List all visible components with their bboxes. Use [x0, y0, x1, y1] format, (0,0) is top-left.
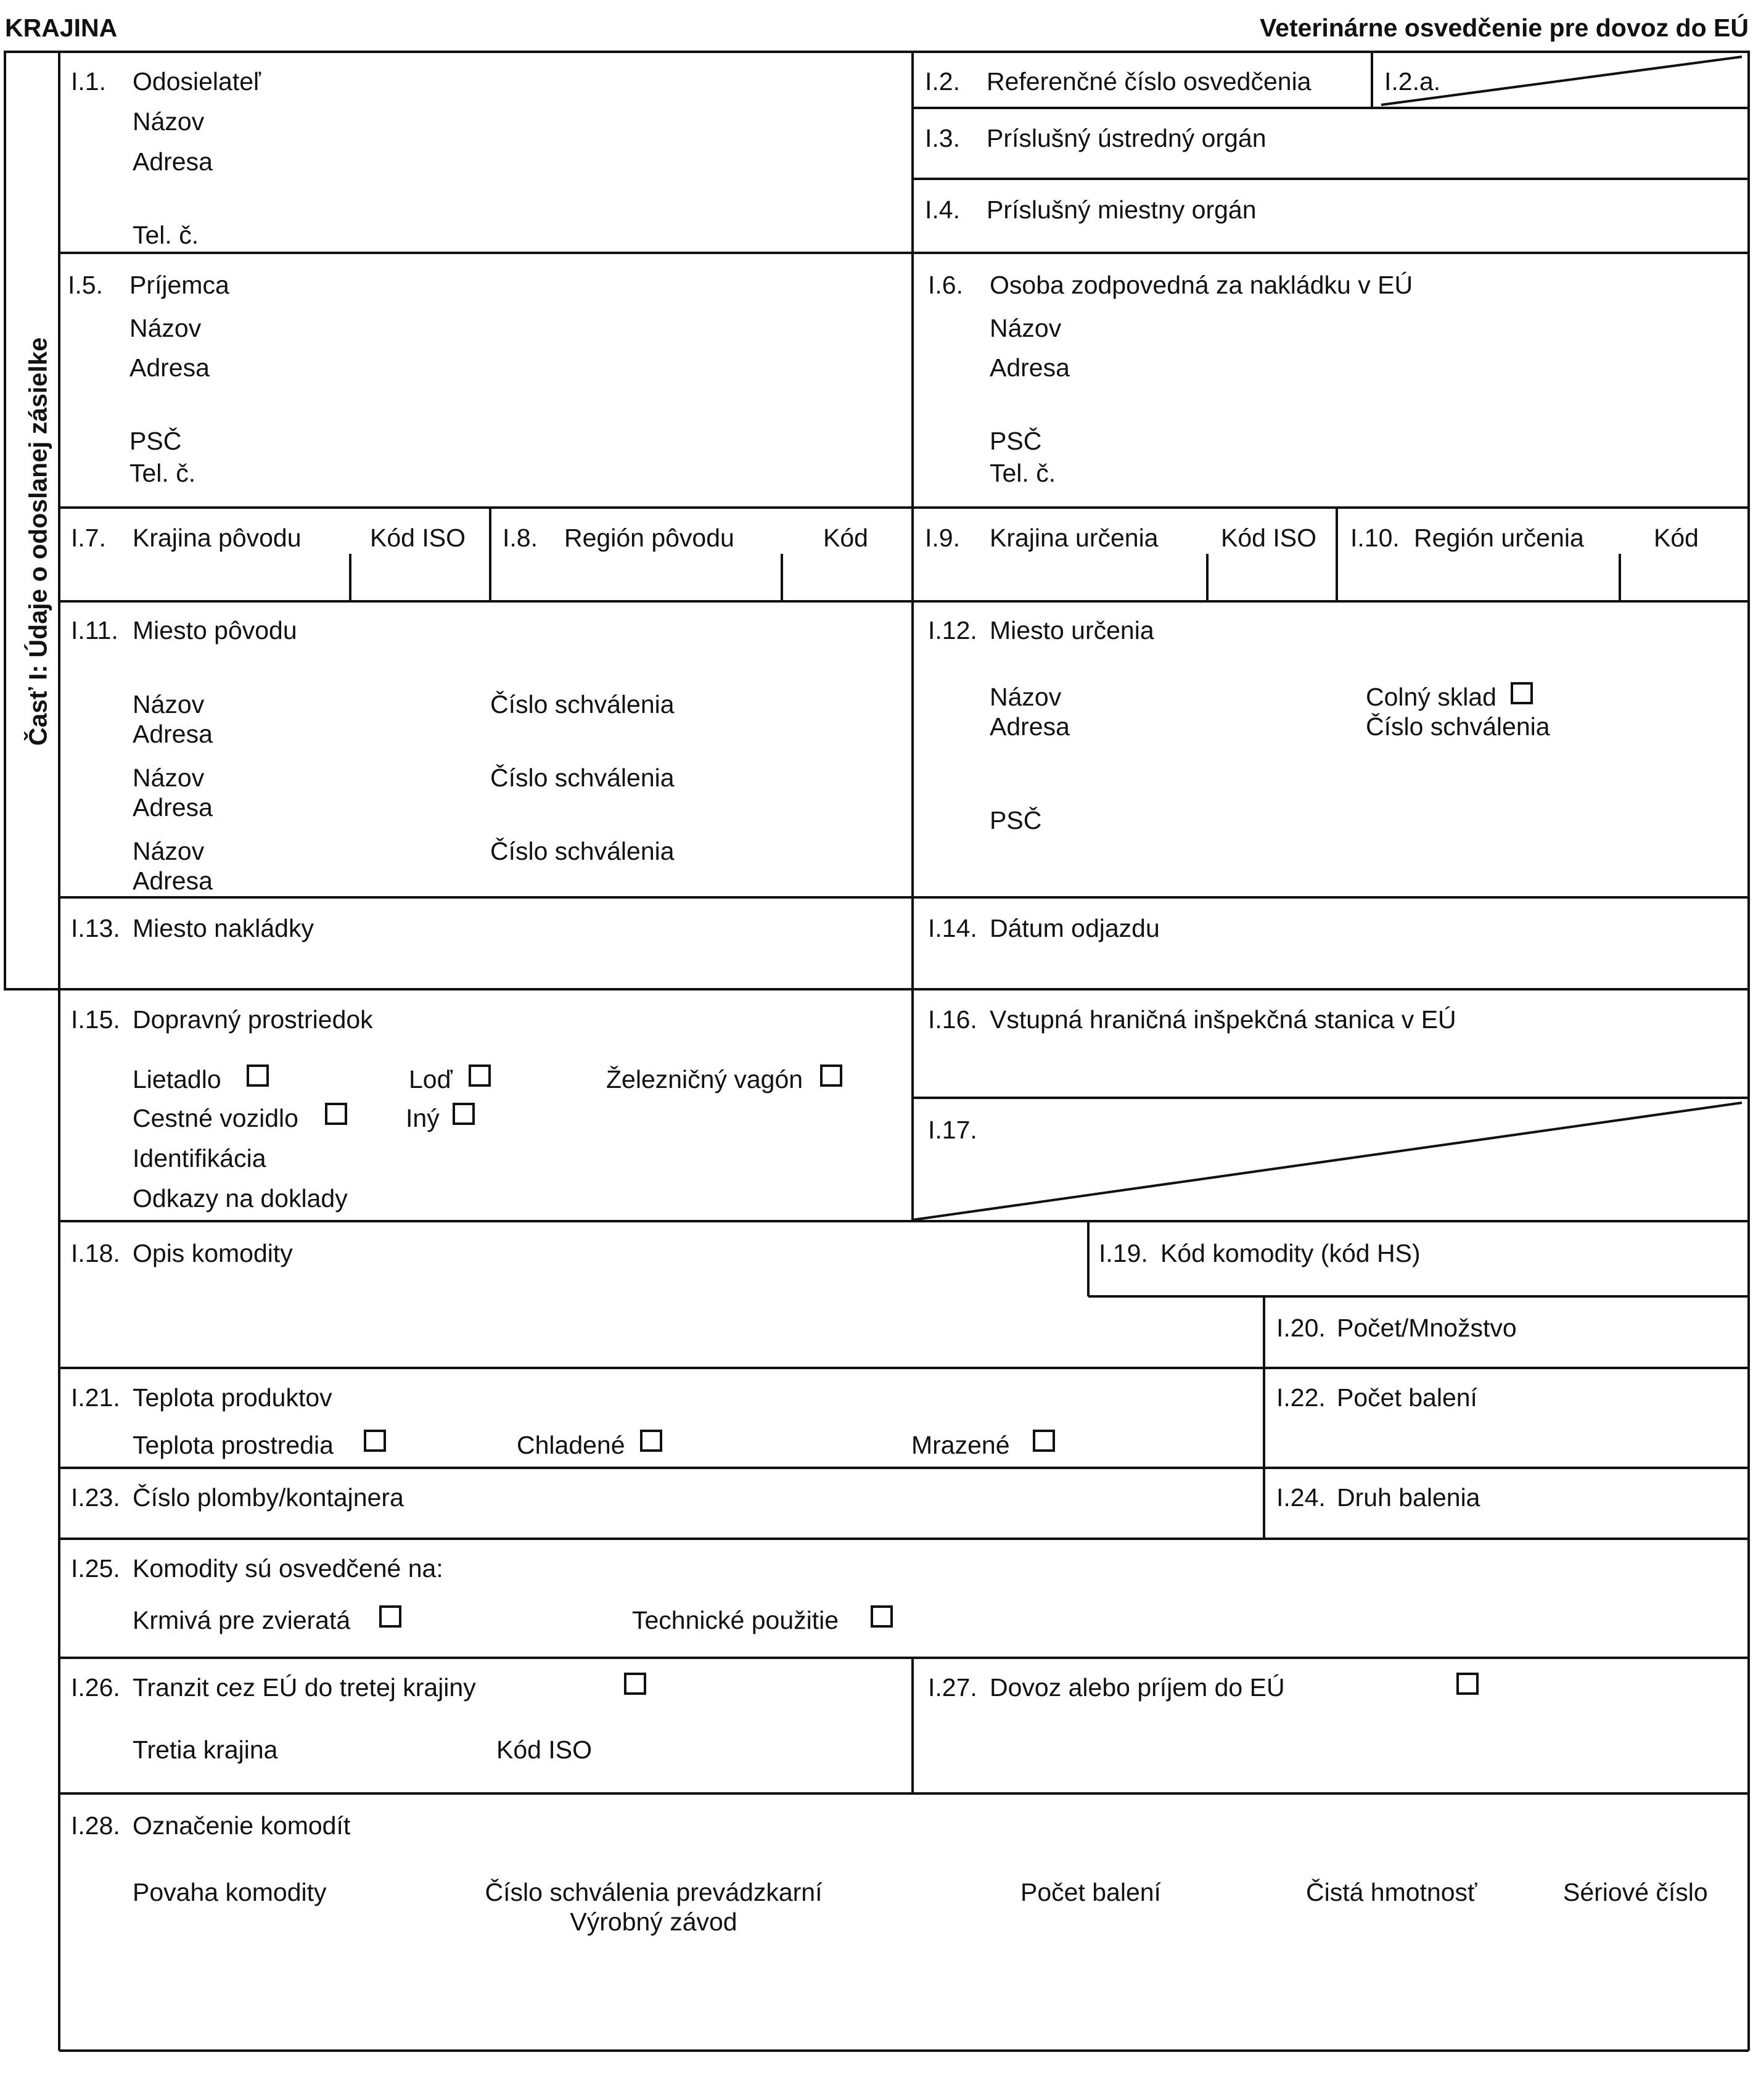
box-i25-number: I.25. [71, 1554, 120, 1583]
transit-checkbox[interactable] [624, 1673, 646, 1695]
box-i5-tel: Tel. č. [129, 459, 196, 487]
box-i25-title: Komodity sú osvedčené na: [133, 1554, 443, 1583]
part-one-label: Časť I: Údaje o odoslanej zásielke [23, 337, 52, 746]
box-i22-title: Počet balení [1337, 1383, 1477, 1412]
box-i15-rail-label: Železničný vagón [606, 1065, 803, 1093]
frozen-checkbox[interactable] [1033, 1430, 1055, 1452]
box-i13-number: I.13. [71, 914, 120, 942]
box-i4-number: I.4. [925, 196, 960, 224]
aircraft-checkbox[interactable] [247, 1064, 269, 1087]
box-i12-name: Názov [990, 683, 1062, 711]
box-i25-feed-label: Krmivá pre zvieratá [133, 1606, 351, 1634]
box-i26-iso: Kód ISO [496, 1736, 592, 1764]
column-manufacturing-plant: Výrobný závod [570, 1908, 737, 1936]
box-i24-number: I.24. [1276, 1483, 1326, 1512]
box-i15-number: I.15. [71, 1005, 120, 1034]
box-i7-title: Krajina pôvodu [133, 524, 302, 552]
box-i14-number: I.14. [928, 914, 977, 942]
column-number-of-packages: Počet balení [1020, 1878, 1161, 1906]
box-i20-number: I.20. [1276, 1314, 1326, 1342]
box-i9-number: I.9. [925, 524, 960, 552]
country-heading: KRAJINA [5, 14, 118, 42]
box-i18-number: I.18. [71, 1239, 120, 1267]
box-i9-title: Krajina určenia [990, 524, 1159, 552]
box-i19-number: I.19. [1099, 1239, 1148, 1267]
box-i11-entry1-address: Adresa [133, 720, 213, 748]
column-net-weight: Čistá hmotnosť [1306, 1878, 1477, 1906]
railway-wagon-checkbox[interactable] [820, 1064, 842, 1087]
column-serial-number: Sériové číslo [1563, 1878, 1708, 1906]
road-vehicle-checkbox[interactable] [325, 1103, 347, 1125]
box-i15-ship-label: Loď [409, 1065, 453, 1093]
box-i19-title: Kód komodity (kód HS) [1160, 1239, 1421, 1267]
box-i8-title: Región pôvodu [564, 524, 734, 552]
ambient-temperature-checkbox[interactable] [364, 1430, 386, 1452]
other-transport-checkbox[interactable] [453, 1103, 475, 1125]
box-i6-address: Adresa [990, 353, 1070, 382]
box-i11-entry1-approval: Číslo schválenia [490, 690, 675, 719]
box-i25-technical-label: Technické použitie [632, 1606, 839, 1634]
box-i16-title: Vstupná hraničná inšpekčná stanica v EÚ [990, 1005, 1456, 1034]
box-i12-postcode: PSČ [990, 806, 1042, 834]
box-i18-title: Opis komodity [133, 1239, 293, 1267]
box-i3-number: I.3. [925, 124, 960, 152]
box-i21-ambient-label: Teplota prostredia [133, 1431, 334, 1459]
box-i21-frozen-label: Mrazené [911, 1431, 1010, 1459]
box-i9-code: Kód ISO [1221, 524, 1316, 552]
box-i15-identification: Identifikácia [133, 1144, 266, 1172]
column-nature-of-commodity: Povaha komodity [133, 1878, 327, 1906]
box-i26-number: I.26. [71, 1673, 120, 1702]
box-i5-name: Názov [129, 314, 202, 342]
box-i28-title: Označenie komodít [133, 1811, 351, 1840]
box-i21-chilled-label: Chladené [517, 1431, 625, 1459]
box-i11-entry2-approval: Číslo schválenia [490, 764, 675, 792]
box-i10-code: Kód [1654, 524, 1699, 552]
box-i7-number: I.7. [71, 524, 106, 552]
box-i27-number: I.27. [928, 1673, 977, 1702]
box-i11-entry2-address: Adresa [133, 793, 213, 821]
box-i11-entry3-name: Názov [133, 837, 205, 865]
box-i1-name: Názov [133, 107, 205, 136]
certificate-title: Veterinárne osvedčenie pre dovoz do EÚ [1260, 14, 1749, 42]
box-i26-third-country: Tretia krajina [133, 1736, 278, 1764]
box-i21-number: I.21. [71, 1383, 120, 1412]
box-i2-title: Referenčné číslo osvedčenia [987, 67, 1312, 96]
ship-checkbox[interactable] [469, 1064, 491, 1087]
box-i7-code: Kód ISO [370, 524, 466, 552]
box-i5-postcode: PSČ [129, 427, 182, 455]
box-i27-title: Dovoz alebo príjem do EÚ [990, 1673, 1285, 1702]
box-i13-title: Miesto nakládky [133, 914, 314, 942]
box-i2a-number: I.2.a. [1384, 67, 1441, 96]
box-i8-code: Kód [823, 524, 868, 552]
box-i22-number: I.22. [1276, 1383, 1326, 1412]
box-i15-title: Dopravný prostriedok [133, 1005, 373, 1034]
customs-warehouse-checkbox[interactable] [1511, 682, 1533, 704]
box-i12-number: I.12. [928, 616, 977, 644]
box-i5-title: Príjemca [129, 271, 229, 299]
box-i16-number: I.16. [928, 1005, 977, 1034]
box-i21-title: Teplota produktov [133, 1383, 332, 1412]
box-i15-documents: Odkazy na doklady [133, 1184, 348, 1213]
box-i8-number: I.8. [503, 524, 538, 552]
box-i12-approval: Číslo schválenia [1366, 712, 1550, 741]
box-i20-title: Počet/Množstvo [1337, 1314, 1517, 1342]
box-i11-number: I.11. [71, 616, 118, 644]
box-i23-number: I.23. [71, 1483, 120, 1512]
chilled-checkbox[interactable] [640, 1430, 662, 1452]
technical-use-checkbox[interactable] [871, 1605, 893, 1628]
box-i6-title: Osoba zodpovedná za nakládku v EÚ [990, 271, 1413, 299]
box-i11-entry3-approval: Číslo schválenia [490, 837, 675, 865]
box-i12-title: Miesto určenia [990, 616, 1154, 644]
box-i10-number: I.10. [1350, 524, 1400, 552]
box-i1-address: Adresa [133, 147, 213, 176]
box-i3-title: Príslušný ústredný orgán [987, 124, 1267, 152]
box-i6-postcode: PSČ [990, 427, 1042, 455]
box-i11-title: Miesto pôvodu [133, 616, 297, 644]
box-i14-title: Dátum odjazdu [990, 914, 1160, 942]
import-checkbox[interactable] [1456, 1673, 1479, 1695]
box-i12-customs: Colný sklad [1366, 683, 1496, 711]
box-i5-number: I.5. [68, 271, 103, 299]
column-establishment-approval: Číslo schválenia prevádzkarní [485, 1878, 823, 1906]
box-i15-aircraft-label: Lietadlo [133, 1065, 221, 1093]
box-i15-road-label: Cestné vozidlo [133, 1104, 298, 1132]
box-i11-entry3-address: Adresa [133, 867, 213, 895]
box-i6-number: I.6. [928, 271, 963, 299]
box-i5-address: Adresa [129, 353, 210, 382]
animal-feed-checkbox[interactable] [379, 1605, 401, 1628]
box-i4-title: Príslušný miestny orgán [987, 196, 1257, 224]
box-i2-number: I.2. [925, 67, 960, 96]
box-i11-entry1-name: Názov [133, 690, 205, 719]
box-i1-title: Odosielateľ [133, 67, 261, 96]
box-i12-address: Adresa [990, 712, 1070, 741]
box-i6-name: Názov [990, 314, 1062, 342]
box-i17-number: I.17. [928, 1116, 977, 1144]
box-i15-other-label: Iný [406, 1104, 440, 1132]
box-i24-title: Druh balenia [1337, 1483, 1480, 1512]
box-i10-title: Región určenia [1414, 524, 1584, 552]
box-i23-title: Číslo plomby/kontajnera [133, 1483, 404, 1512]
box-i1-tel: Tel. č. [133, 221, 199, 249]
box-i26-title: Tranzit cez EÚ do tretej krajiny [133, 1673, 476, 1702]
box-i11-entry2-name: Názov [133, 764, 205, 792]
box-i1-number: I.1. [71, 67, 106, 96]
box-i6-tel: Tel. č. [990, 459, 1056, 487]
box-i28-number: I.28. [71, 1811, 120, 1840]
